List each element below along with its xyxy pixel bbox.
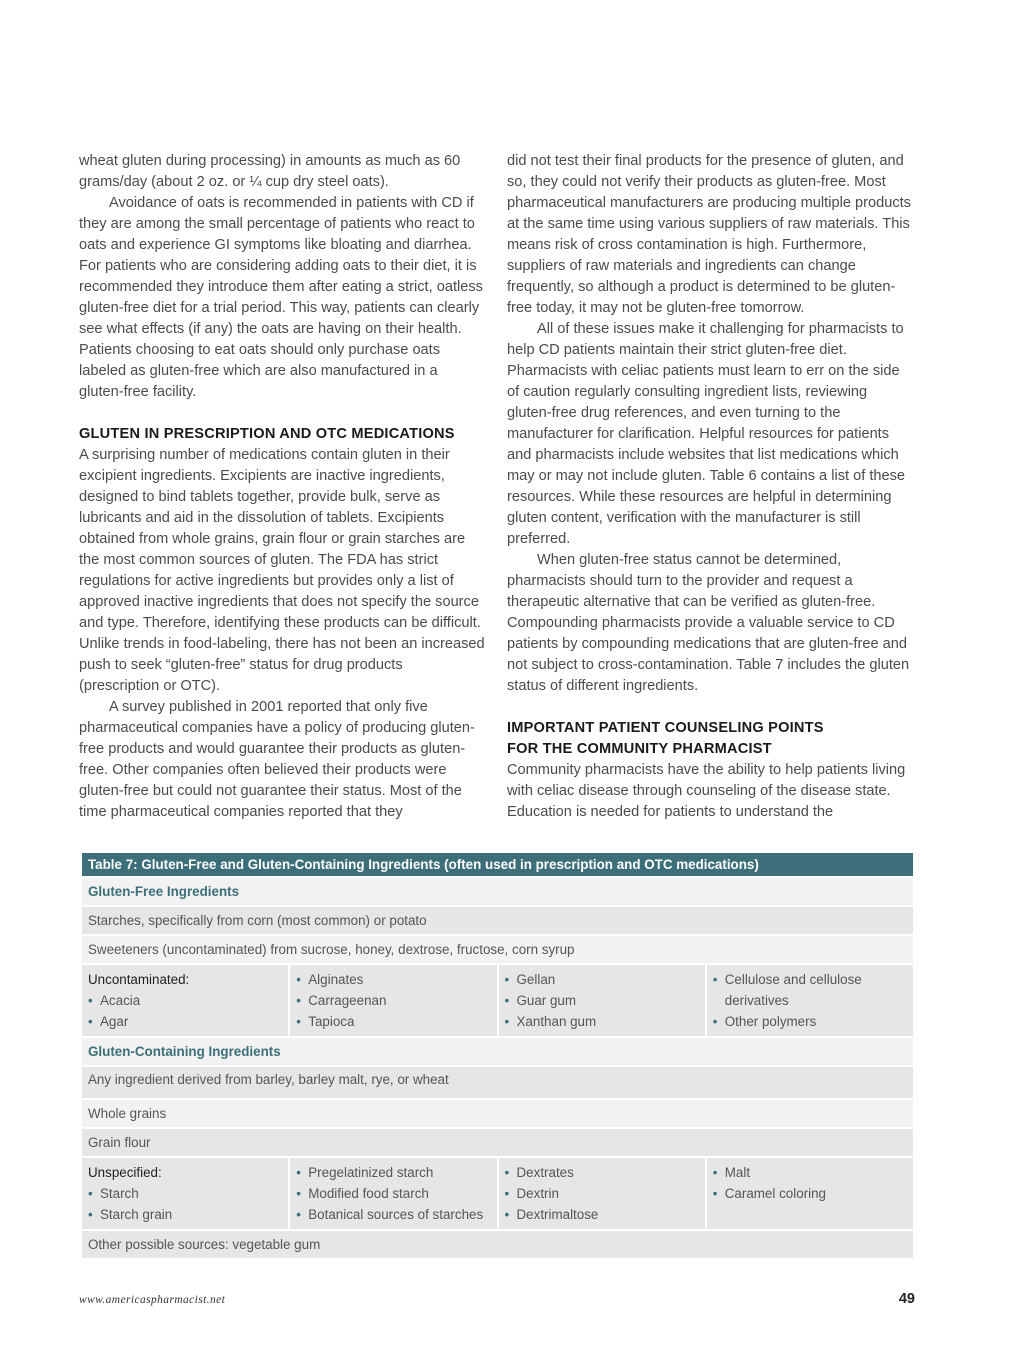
- list-item: • Dextrates: [505, 1162, 699, 1183]
- paragraph: Avoidance of oats is recommended in patients with CD if they are among the small percentage of patients who react to oats and experience GI symptoms like bloating and diarrhea. For patients who are considering adding oats to their diet, it is recommended they introduce them after eating a strict, oatless gluten-free diet for a trial period. This way, patients can clearly see what effects (if any) the oats are having on their health. Patients choosing to eat oats should only purchase oats labeled as gluten-free which are also manufactured in a gluten-free facility.: [79, 195, 483, 400]
- table-cell: [82, 965, 288, 1036]
- table-row: Starches, specifically from corn (most common) or potato: [82, 905, 913, 934]
- table-title: Table 7: Gluten-Free and Gluten-Containing Ingredients (often used in prescription and OTC medications): [82, 853, 913, 876]
- paragraph: Community pharmacists have the ability to help patients living with celiac disease through counseling of the disease state. Education is needed for patients to understand the: [507, 762, 906, 820]
- list-item: • Malt: [713, 1162, 907, 1183]
- table-row-grid: [82, 1156, 913, 1229]
- table-cell: [290, 1158, 496, 1229]
- list-item: • Gellan: [505, 969, 699, 990]
- list-item: • Carrageenan: [296, 990, 490, 1011]
- cell-label: Uncontaminated:: [88, 972, 190, 987]
- list-item: • Dextrimaltose: [505, 1204, 699, 1225]
- list-item: • Starch: [88, 1183, 282, 1204]
- paragraph: A survey published in 2001 reported that only five pharmaceutical companies have a policy of producing gluten-free products and would guarantee their products as gluten-free. Other companies often believed their products were gluten-free but could not guarantee their status. Most of the time pharmaceutical companies reported that they: [79, 699, 475, 820]
- gluten-free-header: Gluten-Free Ingredients: [82, 876, 913, 905]
- list-item: • Caramel coloring: [713, 1183, 907, 1204]
- right-column: [507, 151, 915, 823]
- table-row: Grain flour: [82, 1127, 913, 1156]
- paragraph: did not test their final products for the presence of gluten, and so, they could not verify their products as gluten-free. Most pharmaceutical manufacturers are producing multiple products at the same time using various suppliers of raw materials. This means risk of cross contamination is high. Furthermore, suppliers of raw materials and ingredients can change frequently, so although a product is determined to be gluten-free today, it may not be gluten-free tomorrow.: [507, 153, 911, 316]
- list-item: • Other polymers: [713, 1011, 907, 1032]
- page-number: 49: [898, 1291, 915, 1307]
- list-item: • Alginates: [296, 969, 490, 990]
- paragraph: All of these issues make it challenging for pharmacists to help CD patients maintain their strict gluten-free diet. Pharmacists with celiac patients must learn to err on the side of caution regularly consulting ingredient lists, reviewing gluten-free drug references, and even turning to the manufacturer for clarification. Helpful resources for patients and pharmacists include websites that list medications which may or may not include gluten. Table 6 contains a list of these resources. While these resources are helpful in determining gluten content, verification with the manufacturer is still preferred.: [507, 321, 906, 547]
- table-row: Other possible sources: vegetable gum: [82, 1229, 913, 1258]
- list-item: • Acacia: [88, 990, 282, 1011]
- table-cell: [290, 965, 496, 1036]
- paragraph: wheat gluten during processing) in amounts as much as 60 grams/day (about 2 oz. or ¼ cup dry steel oats).: [79, 153, 461, 190]
- list-item: • Starch grain: [88, 1204, 282, 1225]
- section-heading: GLUTEN IN PRESCRIPTION AND OTC MEDICATIONS: [79, 426, 455, 442]
- list-item: • Xanthan gum: [505, 1011, 699, 1032]
- footer-url: www.americaspharmacist.net: [79, 1294, 226, 1306]
- heading-line: FOR THE COMMUNITY PHARMACIST: [507, 741, 772, 757]
- table-cell: [82, 1158, 288, 1229]
- heading-line: IMPORTANT PATIENT COUNSELING POINTS: [507, 720, 824, 736]
- table-cell: [707, 965, 913, 1036]
- table-row-grid: [82, 963, 913, 1036]
- cell-label: Unspecified:: [88, 1165, 162, 1180]
- table-cell: [499, 965, 705, 1036]
- paragraph: When gluten-free status cannot be determined, pharmacists should turn to the provider and request a therapeutic alternative that can be verified as gluten-free. Compounding pharmacists provide a valuable service to CD patients by compounding medications that are gluten-free and not subject to cross-contamination. Table 7 includes the gluten status of different ingredients.: [507, 552, 910, 694]
- section-heading: [507, 718, 915, 760]
- list-item: • Cellulose and cellulose derivatives: [713, 969, 907, 1011]
- list-item: • Pregelatinized starch: [296, 1162, 490, 1183]
- table-row: Sweeteners (uncontaminated) from sucrose, honey, dextrose, fructose, corn syrup: [82, 934, 913, 963]
- list-item: • Tapioca: [296, 1011, 490, 1032]
- list-item: • Modified food starch: [296, 1183, 490, 1204]
- table-row: Any ingredient derived from barley, barley malt, rye, or wheat: [82, 1065, 913, 1098]
- left-column: [79, 151, 485, 823]
- gluten-containing-header: Gluten-Containing Ingredients: [82, 1036, 913, 1065]
- list-item: • Agar: [88, 1011, 282, 1032]
- table-cell: [499, 1158, 705, 1229]
- list-item: • Dextrin: [505, 1183, 699, 1204]
- table-row: Whole grains: [82, 1098, 913, 1127]
- paragraph: A surprising number of medications contain gluten in their excipient ingredients. Excipients are inactive ingredients, designed to bind tablets together, provide bulk, serve as lubricants and aid in the dissolution of tablets. Excipients obtained from whole grains, grain flour or grain starches are the most common sources of gluten. The FDA has strict regulations for active ingredients but provides only a list of approved inactive ingredients that does not specify the source and type. Therefore, identifying these products can be difficult. Unlike trends in food-labeling, there has not been an increased push to seek “gluten-free” status for drug products (prescription or OTC).: [79, 447, 485, 694]
- list-item: • Guar gum: [505, 990, 699, 1011]
- table-cell: [707, 1158, 913, 1229]
- ingredients-table: [82, 853, 913, 1258]
- list-item: • Botanical sources of starches: [296, 1204, 490, 1225]
